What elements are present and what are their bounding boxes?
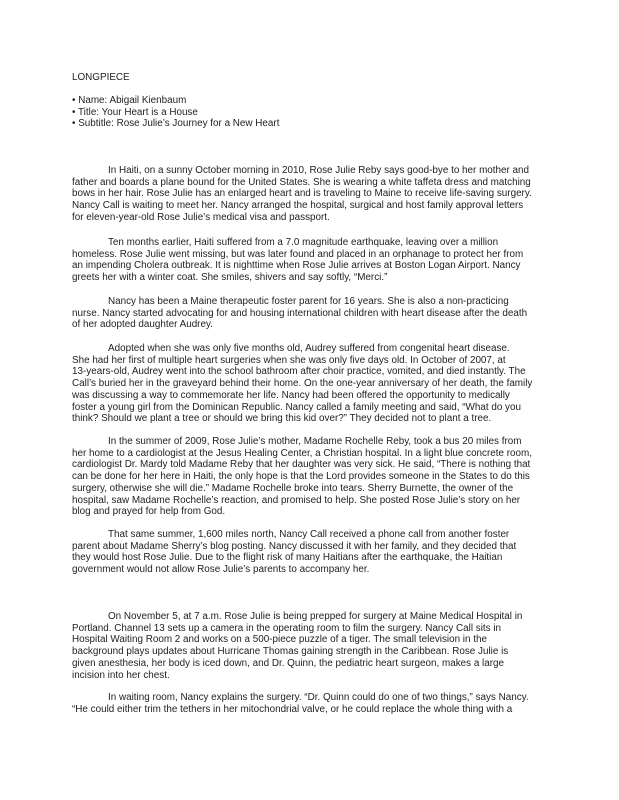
paragraph-line: nurse. Nancy started advocating for and housing international children with heart disease after the death xyxy=(72,307,528,319)
paragraph-line: greets her with a winter coat. She smiles, shivers and say softly, “Merci.” xyxy=(72,272,388,284)
paragraph-line: On November 5, at 7 a.m. Rose Julie is being prepped for surgery at Maine Medical Hospital in xyxy=(108,611,523,622)
paragraph-line: of her adopted daughter Audrey. xyxy=(72,319,213,331)
paragraph-line: was discussing a way to commemorate her life. Nancy had been offered the opportunity to medically xyxy=(72,389,510,401)
paragraph-line: think? Should we plant a tree or should we bring this kid over?” They decided not to plant a tree. xyxy=(72,413,492,425)
body-paragraph xyxy=(72,237,523,284)
paragraph-line: incision into her chest. xyxy=(72,669,170,681)
paragraph-line: Portland. Channel 13 sets up a camera in the operating room to film the surgery. Nancy Call sits in xyxy=(72,622,502,634)
paragraph-line: Hospital Waiting Room 2 and works on a 500-piece puzzle of a tiger. The small television in the xyxy=(72,634,487,646)
paragraph-line: parent about Madame Sherry’s blog posting. Nancy discussed it with her family, and they decided that xyxy=(72,540,517,552)
paragraph-line: can be done for her here in Haiti, the only hope is that the Lord provides someone in the States to do this xyxy=(72,471,530,483)
paragraph-line: 13-years-old, Audrey went into the school bathroom after choir practice, vomited, and died instantly. The xyxy=(72,366,526,378)
body-paragraph xyxy=(72,611,522,681)
paragraph-line: foster a young girl from the Dominican Republic. Nancy called a family meeting and said, “What do you xyxy=(72,401,521,413)
paragraph-line: an impending Cholera outbreak. It is nighttime when Rose Julie arrives at Boston Logan Airport. Nancy xyxy=(72,260,521,272)
paragraph-line: Adopted when she was only five months old, Audrey suffered from congenital heart disease. xyxy=(108,343,510,354)
paragraph-line: homeless. Rose Julie went missing, but was later found and placed in an orphanage to protect her from xyxy=(72,248,524,260)
paragraph-line: In the summer of 2009, Rose Julie’s mother, Madame Rochelle Reby, took a bus 20 miles from xyxy=(108,436,522,447)
paragraph-line: they would host Rose Julie. Due to the flight risk of many Haitians after the earthquake, the Haitian xyxy=(72,552,503,564)
heading-text: LONGPIECE xyxy=(72,72,130,83)
paragraph-line: In waiting room, Nancy explains the surgery. “Dr. Quinn could do one of two things,” says Nancy. xyxy=(108,692,529,703)
paragraph-line: hospital, saw Madame Rochelle’s reaction, and promised to help. She posted Rose Julie’s story on her xyxy=(72,494,521,506)
body-paragraph xyxy=(72,692,529,715)
paragraph-line: given anesthesia, her body is iced down, and Dr. Quinn, the pediatric heart surgeon, makes a large xyxy=(72,657,505,669)
metadata-bullets xyxy=(72,95,279,130)
paragraph-line: Ten months earlier, Haiti suffered from a 7.0 magnitude earthquake, leaving over a million xyxy=(108,237,499,248)
paragraph-line: for eleven-year-old Rose Julie’s medical visa and passport. xyxy=(72,211,330,223)
paragraph-line: She had her first of multiple heart surgeries when she was only five days old. In October of 2007, at xyxy=(72,354,506,366)
paragraph-line: “He could either trim the tethers in her mitochondrial valve, or he could replace the whole thing with a xyxy=(72,703,513,715)
document-heading xyxy=(72,72,130,84)
paragraph-line: That same summer, 1,600 miles north, Nancy Call received a phone call from another foster xyxy=(108,529,510,540)
paragraph-line: blog and prayed for help from God. xyxy=(72,506,226,518)
body-paragraph xyxy=(72,343,532,425)
paragraph-line: bows in her hair. Rose Julie has an enlarged heart and is traveling to Maine to receive life-saving surgery. xyxy=(72,188,532,200)
paragraph-line: government would not allow Rose Julie’s parents to accompany her. xyxy=(72,564,370,576)
paragraph-line: background plays updates about Hurricane Thomas gaining strength in the Caribbean. Rose Julie is xyxy=(72,646,509,658)
bullet-item: • Title: Your Heart is a House xyxy=(72,106,198,118)
paragraph-line: cardiologist Dr. Mardy told Madame Reby that her daughter was very sick. He said, “There is nothing that xyxy=(72,459,531,471)
bullet-item: • Subtitle: Rose Julie’s Journey for a New Heart xyxy=(72,118,280,130)
paragraph-line: father and boards a plane bound for the United States. She is wearing a white taffeta dress and matching xyxy=(72,176,531,188)
body-paragraph xyxy=(72,296,527,331)
paragraph-line: Nancy Call is waiting to meet her. Nancy arranged the hospital, surgical and host family approval letters xyxy=(72,200,524,212)
paragraph-line: surgery, otherwise she will die.” Madame Rochelle broke into tears. Sherry Burnette, the owner of the xyxy=(72,482,514,494)
paragraph-line: Call’s buried her in the graveyard behind their home. On the one-year anniversary of her death, the family xyxy=(72,378,533,390)
bullet-item: • Name: Abigail Kienbaum xyxy=(72,95,187,106)
body-paragraph xyxy=(72,436,532,518)
paragraph-line: her home to a cardiologist at the Jesus Healing Center, a Christian hospital. In a light blue concrete room, xyxy=(72,447,532,459)
body-paragraph xyxy=(72,165,532,224)
paragraph-line: In Haiti, on a sunny October morning in 2010, Rose Julie Reby says good-bye to her mother and xyxy=(108,165,530,176)
body-paragraph xyxy=(72,529,516,576)
paragraph-line: Nancy has been a Maine therapeutic foster parent for 16 years. She is also a non-practicing xyxy=(108,296,509,307)
